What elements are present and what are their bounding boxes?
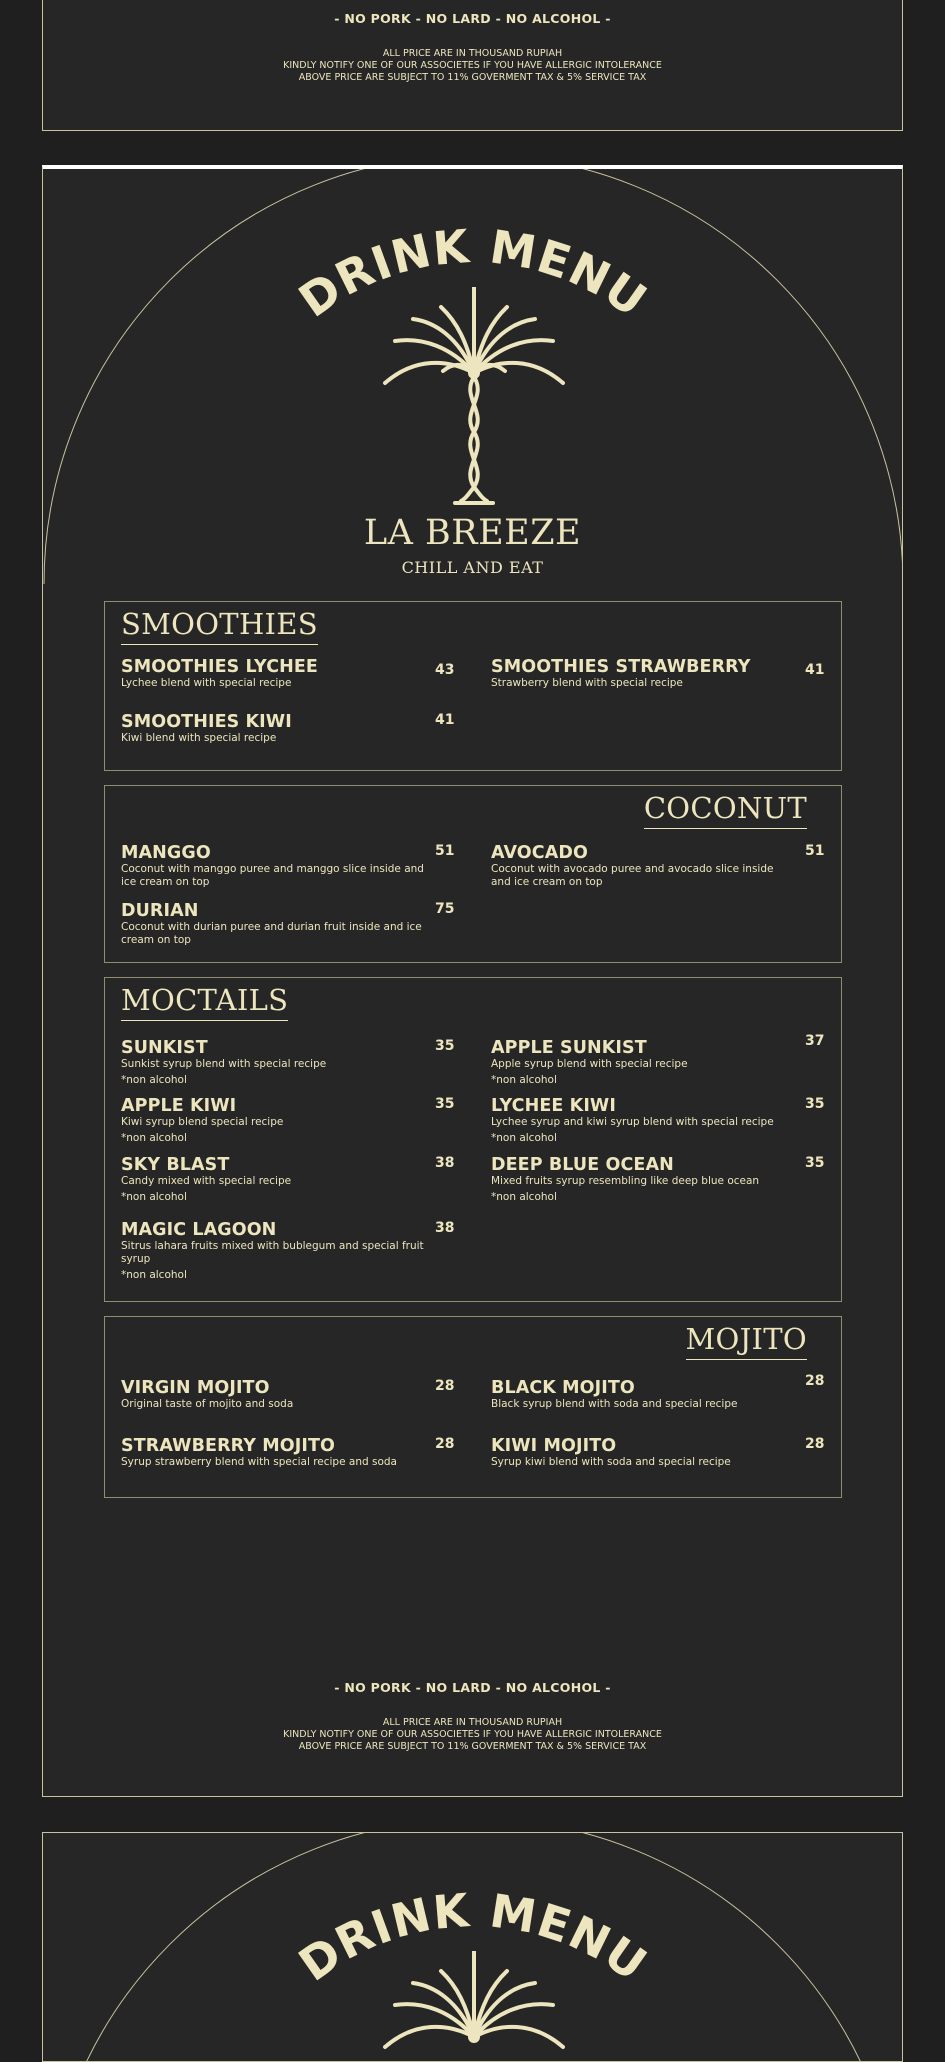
item-name: MANGGO — [121, 843, 211, 863]
item-description: Kiwi blend with special recipe — [121, 732, 277, 744]
section-smoothies — [104, 601, 842, 771]
item-name: BLACK MOJITO — [491, 1378, 635, 1398]
menu-item — [121, 843, 455, 889]
item-name: AVOCADO — [491, 843, 588, 863]
menu-item — [121, 901, 455, 947]
menu-title-text: DRINK MENU — [289, 1882, 657, 1992]
item-note: *non alcohol — [491, 1191, 557, 1203]
menu-item — [121, 1096, 455, 1145]
tax-note: ABOVE PRICE ARE SUBJECT TO 11% GOVERMENT TAX & 5% SERVICE TAX — [298, 1741, 647, 1752]
menu-item — [121, 712, 455, 745]
menu-item — [491, 1033, 825, 1087]
item-note: *non alcohol — [491, 1074, 557, 1086]
item-name: SMOOTHIES STRAWBERRY — [491, 657, 751, 677]
footer-notice — [43, 11, 902, 84]
dietary-rules: - NO PORK - NO LARD - NO ALCOHOL - — [334, 11, 611, 26]
item-price: 35 — [805, 1096, 825, 1112]
item-price: 38 — [435, 1155, 455, 1171]
price-note: ALL PRICE ARE IN THOUSAND RUPIAH — [382, 1717, 563, 1728]
item-name: SKY BLAST — [121, 1155, 230, 1175]
section-mojito — [104, 1316, 842, 1498]
allergy-note: KINDLY NOTIFY ONE OF OUR ASSOCIETES IF YOU HAVE ALLERGIC INTOLERANCE — [283, 60, 662, 71]
previous-menu-page — [42, 0, 903, 131]
item-price: 51 — [435, 843, 455, 859]
item-price: 38 — [435, 1220, 455, 1236]
section-coconut — [104, 785, 842, 963]
item-name: LYCHEE KIWI — [491, 1096, 616, 1116]
section-moctails — [104, 977, 842, 1302]
palm-tree-icon — [383, 1951, 565, 2062]
item-description: Coconut with durian puree and durian fruit inside and ice cream on top — [121, 921, 422, 946]
item-price: 75 — [435, 901, 455, 917]
item-description: Candy mixed with special recipe — [121, 1175, 292, 1187]
menu-item — [491, 657, 825, 690]
item-note: *non alcohol — [121, 1132, 187, 1144]
item-price: 28 — [435, 1436, 455, 1452]
item-note: *non alcohol — [121, 1074, 187, 1086]
menu-item — [121, 1436, 455, 1469]
item-price: 28 — [805, 1436, 825, 1452]
item-name: DURIAN — [121, 901, 199, 921]
item-note: *non alcohol — [121, 1269, 187, 1281]
tax-note: ABOVE PRICE ARE SUBJECT TO 11% GOVERMENT TAX & 5% SERVICE TAX — [298, 72, 647, 83]
menu-item — [121, 657, 455, 690]
menu-item — [491, 1096, 825, 1145]
menu-item — [121, 1220, 455, 1282]
item-name: MAGIC LAGOON — [121, 1220, 277, 1240]
item-name: DEEP BLUE OCEAN — [491, 1155, 674, 1175]
item-description: Sitrus lahara fruits mixed with bublegum and special fruit syrup — [121, 1240, 424, 1265]
section-title: MOJITO — [686, 1321, 807, 1360]
item-name: SMOOTHIES KIWI — [121, 712, 292, 732]
section-title: COCONUT — [644, 790, 807, 829]
footer-notice — [43, 1680, 902, 1753]
item-description: Lychee blend with special recipe — [121, 677, 292, 689]
menu-title-text: DRINK MENU — [289, 218, 657, 328]
menu-item — [491, 843, 825, 889]
item-price: 35 — [805, 1155, 825, 1171]
brand-name: LA BREEZE — [363, 513, 582, 553]
price-notes — [43, 48, 902, 84]
item-description: Coconut with manggo puree and manggo slice inside and ice cream on top — [121, 863, 424, 888]
item-name: SUNKIST — [121, 1038, 208, 1058]
section-title: MOCTAILS — [121, 982, 288, 1021]
item-price: 51 — [805, 843, 825, 859]
item-description: Lychee syrup and kiwi syrup blend with special recipe — [491, 1116, 774, 1128]
item-price: 43 — [435, 662, 455, 678]
item-price: 28 — [435, 1378, 455, 1394]
dietary-rules: - NO PORK - NO LARD - NO ALCOHOL - — [334, 1680, 611, 1695]
item-description: Syrup strawberry blend with special recipe and soda — [121, 1456, 397, 1468]
item-description: Apple syrup blend with special recipe — [491, 1058, 688, 1070]
menu-item — [121, 1155, 455, 1204]
item-description: Original taste of mojito and soda — [121, 1398, 294, 1410]
item-description: Sunkist syrup blend with special recipe — [121, 1058, 327, 1070]
section-title: SMOOTHIES — [121, 606, 318, 645]
item-description: Strawberry blend with special recipe — [491, 677, 683, 689]
item-name: STRAWBERRY MOJITO — [121, 1436, 335, 1456]
item-note: *non alcohol — [491, 1132, 557, 1144]
item-description: Kiwi syrup blend special recipe — [121, 1116, 284, 1128]
item-price: 35 — [435, 1038, 455, 1054]
brand-tagline: CHILL AND EAT — [401, 558, 544, 577]
item-name: VIRGIN MOJITO — [121, 1378, 270, 1398]
item-description: Coconut with avocado puree and avocado slice inside and ice cream on top — [491, 863, 774, 888]
item-description: Black syrup blend with soda and special recipe — [491, 1398, 738, 1410]
item-price: 35 — [435, 1096, 455, 1112]
next-menu-page — [42, 1832, 903, 2062]
menu-item — [491, 1436, 825, 1469]
item-name: APPLE KIWI — [121, 1096, 237, 1116]
item-price: 37 — [805, 1033, 825, 1049]
item-name: SMOOTHIES LYCHEE — [121, 657, 318, 677]
menu-item — [121, 1038, 455, 1087]
item-description: Syrup kiwi blend with soda and special recipe — [491, 1456, 731, 1468]
item-name: APPLE SUNKIST — [491, 1038, 647, 1058]
price-note: ALL PRICE ARE IN THOUSAND RUPIAH — [382, 48, 563, 59]
drink-menu-page — [42, 165, 903, 1797]
item-description: Mixed fruits syrup resembling like deep blue ocean — [491, 1175, 760, 1187]
item-price: 41 — [435, 712, 455, 728]
menu-item — [121, 1378, 455, 1411]
menu-item — [491, 1155, 825, 1204]
item-price: 41 — [805, 662, 825, 678]
item-price: 28 — [805, 1373, 825, 1389]
item-name: KIWI MOJITO — [491, 1436, 617, 1456]
palm-tree-icon — [383, 287, 565, 509]
item-note: *non alcohol — [121, 1191, 187, 1203]
price-notes — [43, 1717, 902, 1753]
menu-item — [491, 1373, 825, 1411]
allergy-note: KINDLY NOTIFY ONE OF OUR ASSOCIETES IF YOU HAVE ALLERGIC INTOLERANCE — [283, 1729, 662, 1740]
